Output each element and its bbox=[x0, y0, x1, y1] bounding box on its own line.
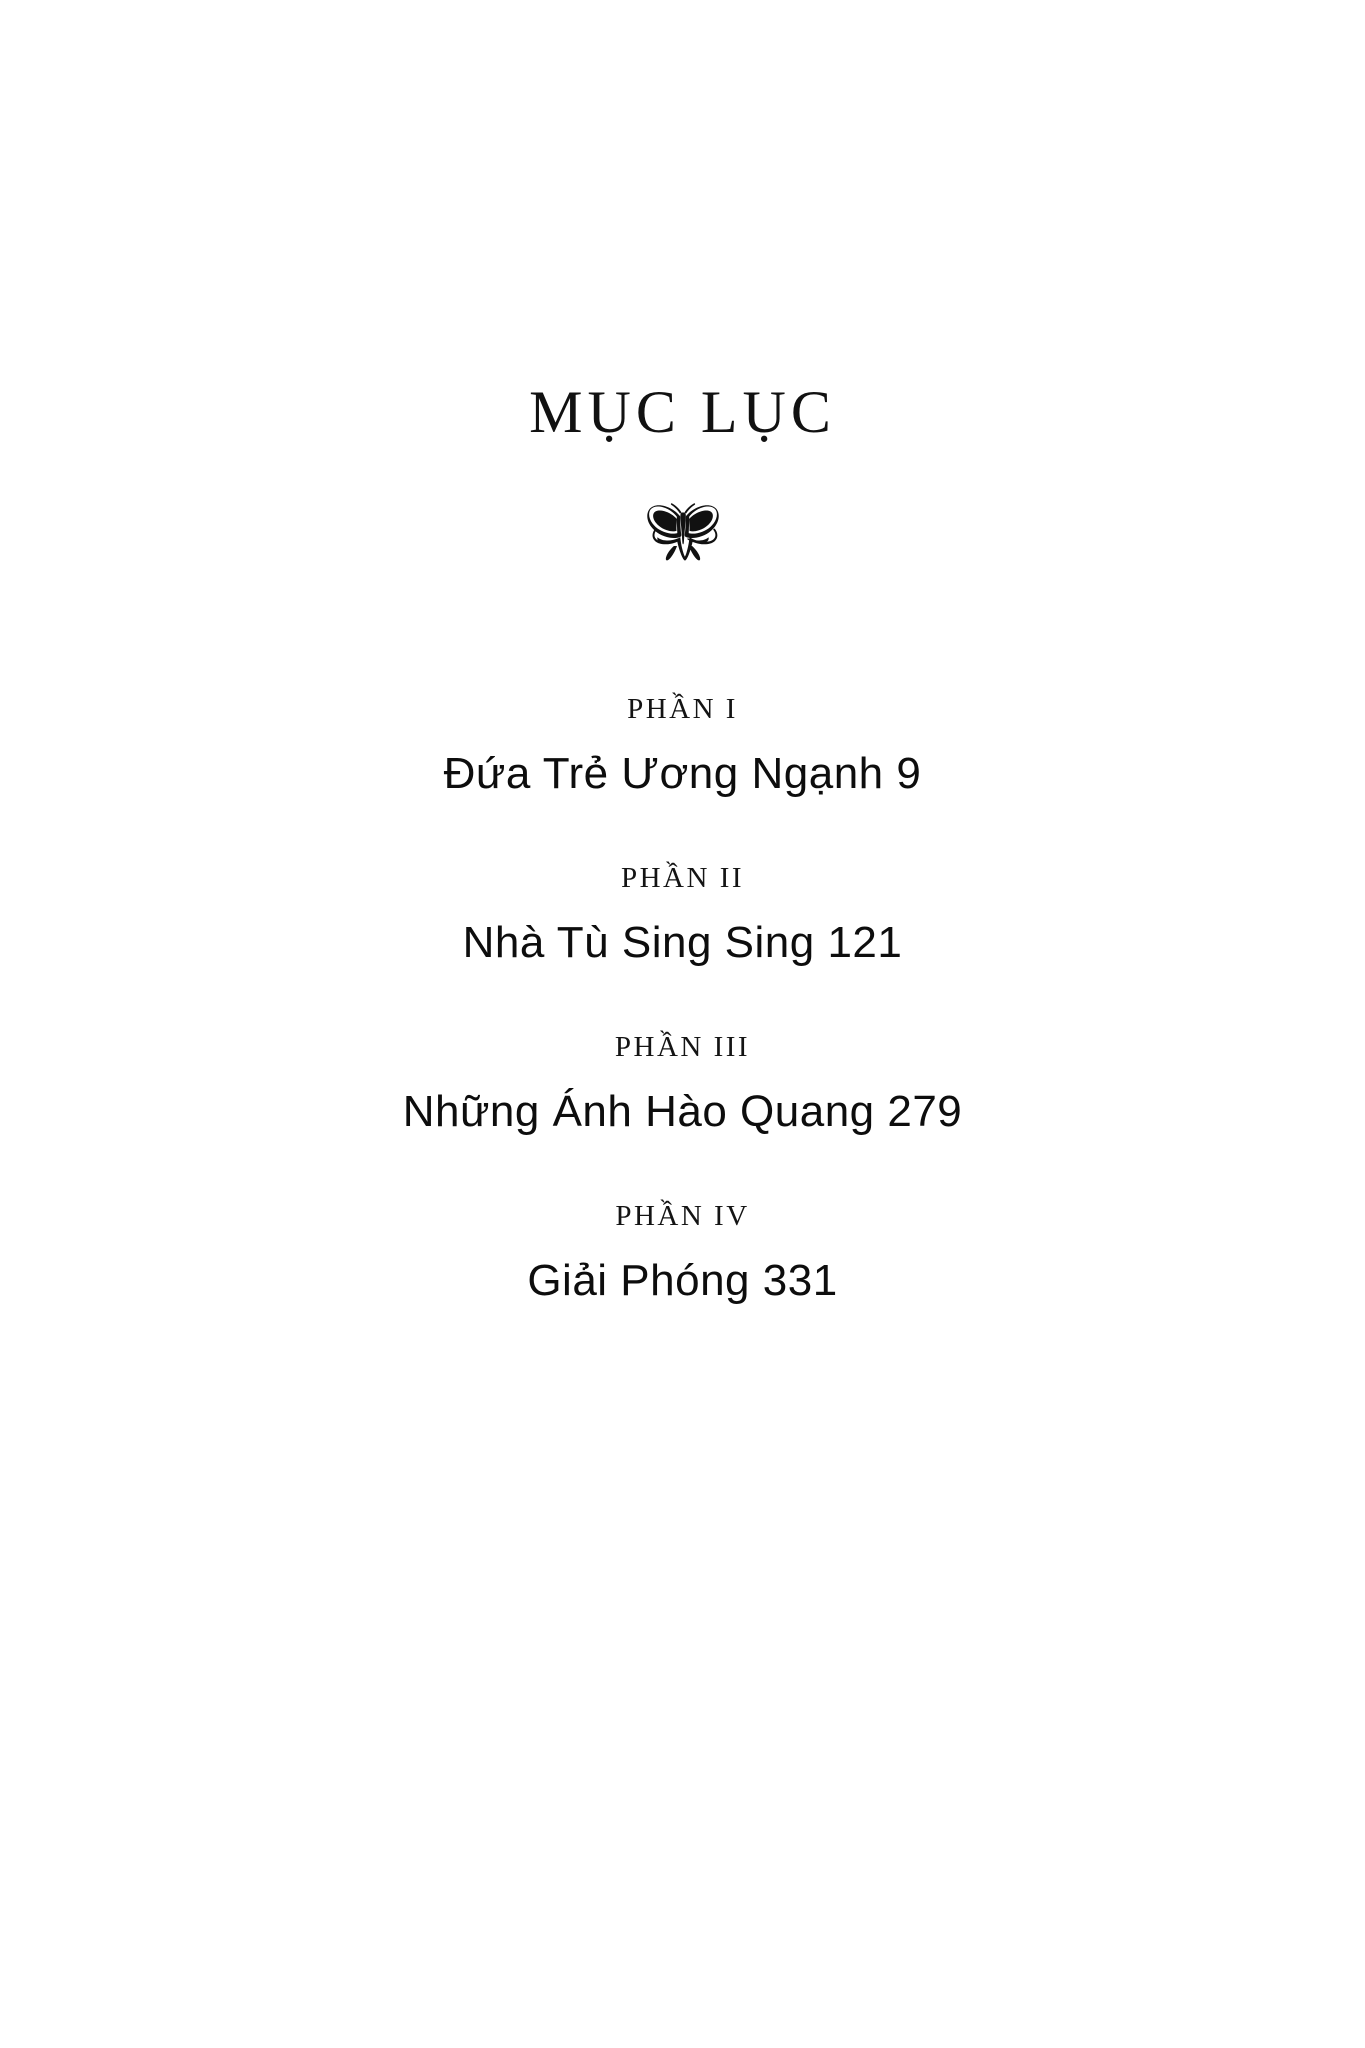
part-label: PHẦN IV bbox=[615, 1199, 750, 1232]
list-item[interactable] bbox=[0, 1032, 1365, 1139]
list-item[interactable] bbox=[0, 694, 1365, 801]
part-label: PHẦN III bbox=[614, 1030, 751, 1063]
list-item[interactable] bbox=[0, 863, 1365, 970]
part-label: PHẦN II bbox=[620, 861, 745, 894]
page-title: MỤC LỤC bbox=[529, 379, 836, 445]
part-entry[interactable]: Giải Phóng 331 bbox=[527, 1255, 838, 1305]
part-entry[interactable]: Những Ánh Hào Quang 279 bbox=[402, 1086, 963, 1136]
butterfly-icon bbox=[628, 494, 738, 572]
part-entry[interactable]: Nhà Tù Sing Sing 121 bbox=[462, 917, 903, 967]
part-entry[interactable]: Đứa Trẻ Ương Ngạnh 9 bbox=[443, 748, 922, 798]
list-item[interactable] bbox=[0, 1201, 1365, 1308]
part-label: PHẦN I bbox=[627, 693, 738, 725]
table-of-contents bbox=[0, 694, 1365, 1308]
